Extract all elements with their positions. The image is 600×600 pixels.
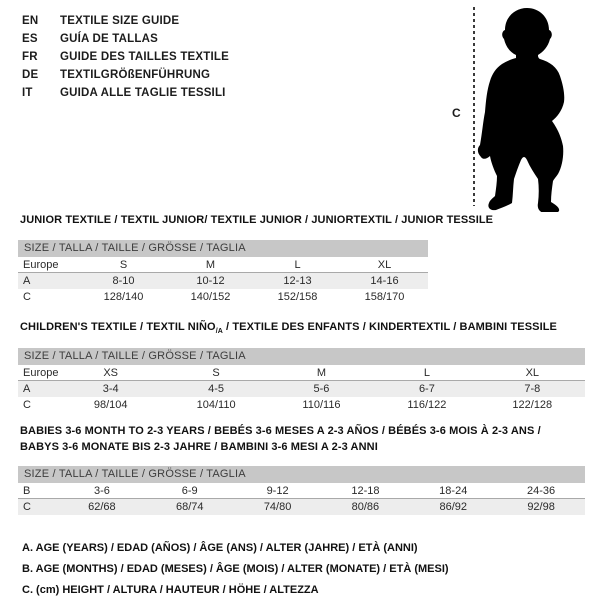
babies-textile-title bbox=[20, 423, 580, 455]
size-header-bar: SIZE / TALLA / TAILLE / GRÖSSE / TAGLIA bbox=[18, 466, 585, 483]
language-row-it bbox=[22, 84, 229, 102]
table-cell: 14-16 bbox=[370, 275, 399, 287]
babies-title-line1: BABIES 3-6 MONTH TO 2-3 YEARS / BEBÉS 3-6 MESES A 2-3 AÑOS / BÉBÉS 3-6 MOIS À 2-3 ANS / bbox=[20, 425, 541, 437]
table-cell: 98/104 bbox=[93, 399, 128, 411]
table-row bbox=[18, 381, 585, 397]
table-cell: 5-6 bbox=[313, 383, 330, 395]
table-cell: XL bbox=[525, 367, 540, 379]
table-cell: 6-7 bbox=[418, 383, 435, 395]
table-cell: 80/86 bbox=[351, 501, 380, 513]
table-cell: 74/80 bbox=[263, 501, 292, 513]
table-cell: 62/68 bbox=[88, 501, 116, 513]
table-cell: Europe bbox=[23, 367, 58, 379]
table-cell: 116/122 bbox=[407, 399, 447, 411]
language-row-en bbox=[22, 12, 229, 30]
table-cell: A bbox=[23, 383, 31, 395]
size-header-bar: SIZE / TALLA / TAILLE / GRÖSSE / TAGLIA bbox=[18, 348, 585, 365]
footnote-height: C. (cm) HEIGHT / ALTURA / HAUTEUR / HÖHE / ALTEZZA bbox=[22, 584, 319, 596]
footnotes bbox=[22, 538, 449, 600]
table-cell: M bbox=[205, 259, 216, 271]
table-cell: 24-36 bbox=[527, 485, 556, 497]
table-cell: 12-18 bbox=[351, 485, 380, 497]
table-cell: 128/140 bbox=[103, 291, 144, 303]
table-cell: 7-8 bbox=[524, 383, 541, 395]
language-code: DE bbox=[22, 69, 39, 81]
table-cell: 104/110 bbox=[196, 399, 236, 411]
table-cell: C bbox=[23, 399, 31, 411]
table-cell: S bbox=[212, 367, 220, 379]
table-cell: 9-12 bbox=[266, 485, 289, 497]
table-cell: L bbox=[423, 367, 430, 379]
language-list bbox=[22, 12, 229, 102]
language-code: IT bbox=[22, 87, 33, 99]
table-cell: 6-9 bbox=[181, 485, 198, 497]
table-row bbox=[18, 289, 428, 305]
table-cell: 8-10 bbox=[112, 275, 135, 287]
size-header-bar: SIZE / TALLA / TAILLE / GRÖSSE / TAGLIA bbox=[18, 240, 428, 257]
junior-textile-title: JUNIOR TEXTILE / TEXTIL JUNIOR/ TEXTILE JUNIOR / JUNIORTEXTIL / JUNIOR TESSILE bbox=[20, 214, 494, 226]
babies-textile-table bbox=[18, 466, 585, 515]
height-measure-label: C bbox=[452, 106, 461, 120]
babies-title-line2: BABYS 3-6 MONATE BIS 2-3 JAHRE / BAMBINI 3-6 MESI A 2-3 ANNI bbox=[20, 441, 378, 453]
table-cell: 68/74 bbox=[175, 501, 204, 513]
footnote-age-months: B. AGE (MONTHS) / EDAD (MESES) / ÂGE (MOIS) / ALTER (MONATE) / ETÀ (MESI) bbox=[22, 563, 449, 575]
table-cell: 158/170 bbox=[364, 291, 405, 303]
language-row-es bbox=[22, 30, 229, 48]
language-row-de bbox=[22, 66, 229, 84]
title-text: CHILDREN'S TEXTILE / TEXTIL NIÑO bbox=[20, 321, 216, 333]
table-row bbox=[18, 257, 428, 273]
table-cell: 140/152 bbox=[190, 291, 231, 303]
table-row bbox=[18, 273, 428, 289]
language-row-fr bbox=[22, 48, 229, 66]
table-cell: 110/116 bbox=[302, 399, 341, 411]
table-cell: Europe bbox=[23, 259, 59, 271]
baby-silhouette bbox=[460, 4, 596, 212]
language-code: FR bbox=[22, 51, 38, 63]
language-title: GUÍA DE TALLAS bbox=[60, 33, 158, 45]
language-title: TEXTILGRÖßENFÜHRUNG bbox=[60, 69, 211, 81]
table-cell: 18-24 bbox=[439, 485, 468, 497]
table-cell: C bbox=[23, 501, 31, 513]
childrens-textile-title bbox=[20, 321, 557, 335]
table-cell: 122/128 bbox=[512, 399, 553, 411]
childrens-textile-table bbox=[18, 348, 585, 413]
language-title: TEXTILE SIZE GUIDE bbox=[60, 15, 180, 27]
table-row bbox=[18, 365, 585, 381]
table-cell: A bbox=[23, 275, 31, 287]
language-code: EN bbox=[22, 15, 39, 27]
title-subscript: /A bbox=[215, 328, 223, 336]
table-cell: 86/92 bbox=[439, 501, 467, 513]
table-cell: L bbox=[294, 259, 301, 271]
table-cell: B bbox=[23, 485, 31, 497]
table-row bbox=[18, 483, 585, 499]
table-cell: 92/98 bbox=[527, 501, 555, 513]
table-row bbox=[18, 499, 585, 515]
junior-textile-table bbox=[18, 240, 428, 305]
table-cell: 4-5 bbox=[208, 383, 225, 395]
table-cell: M bbox=[316, 367, 327, 379]
table-cell: XS bbox=[103, 367, 119, 379]
footnote-age-years: A. AGE (YEARS) / EDAD (AÑOS) / ÂGE (ANS) / ALTER (JAHRE) / ETÀ (ANNI) bbox=[22, 542, 418, 554]
language-title: GUIDE DES TAILLES TEXTILE bbox=[60, 51, 229, 63]
table-cell: S bbox=[119, 259, 128, 271]
table-cell: 12-13 bbox=[283, 275, 312, 287]
title-text: / TEXTILE DES ENFANTS / KINDERTEXTIL / BAMBINI TESSILE bbox=[222, 321, 557, 333]
table-cell: 10-12 bbox=[196, 275, 225, 287]
table-cell: 3-4 bbox=[102, 383, 119, 395]
language-code: ES bbox=[22, 33, 38, 45]
table-cell: XL bbox=[377, 259, 392, 271]
table-cell: C bbox=[23, 291, 31, 303]
table-cell: 3-6 bbox=[93, 485, 110, 497]
language-title: GUIDA ALLE TAGLIE TESSILI bbox=[60, 87, 226, 99]
table-cell: 152/158 bbox=[277, 291, 318, 303]
table-row bbox=[18, 397, 585, 413]
